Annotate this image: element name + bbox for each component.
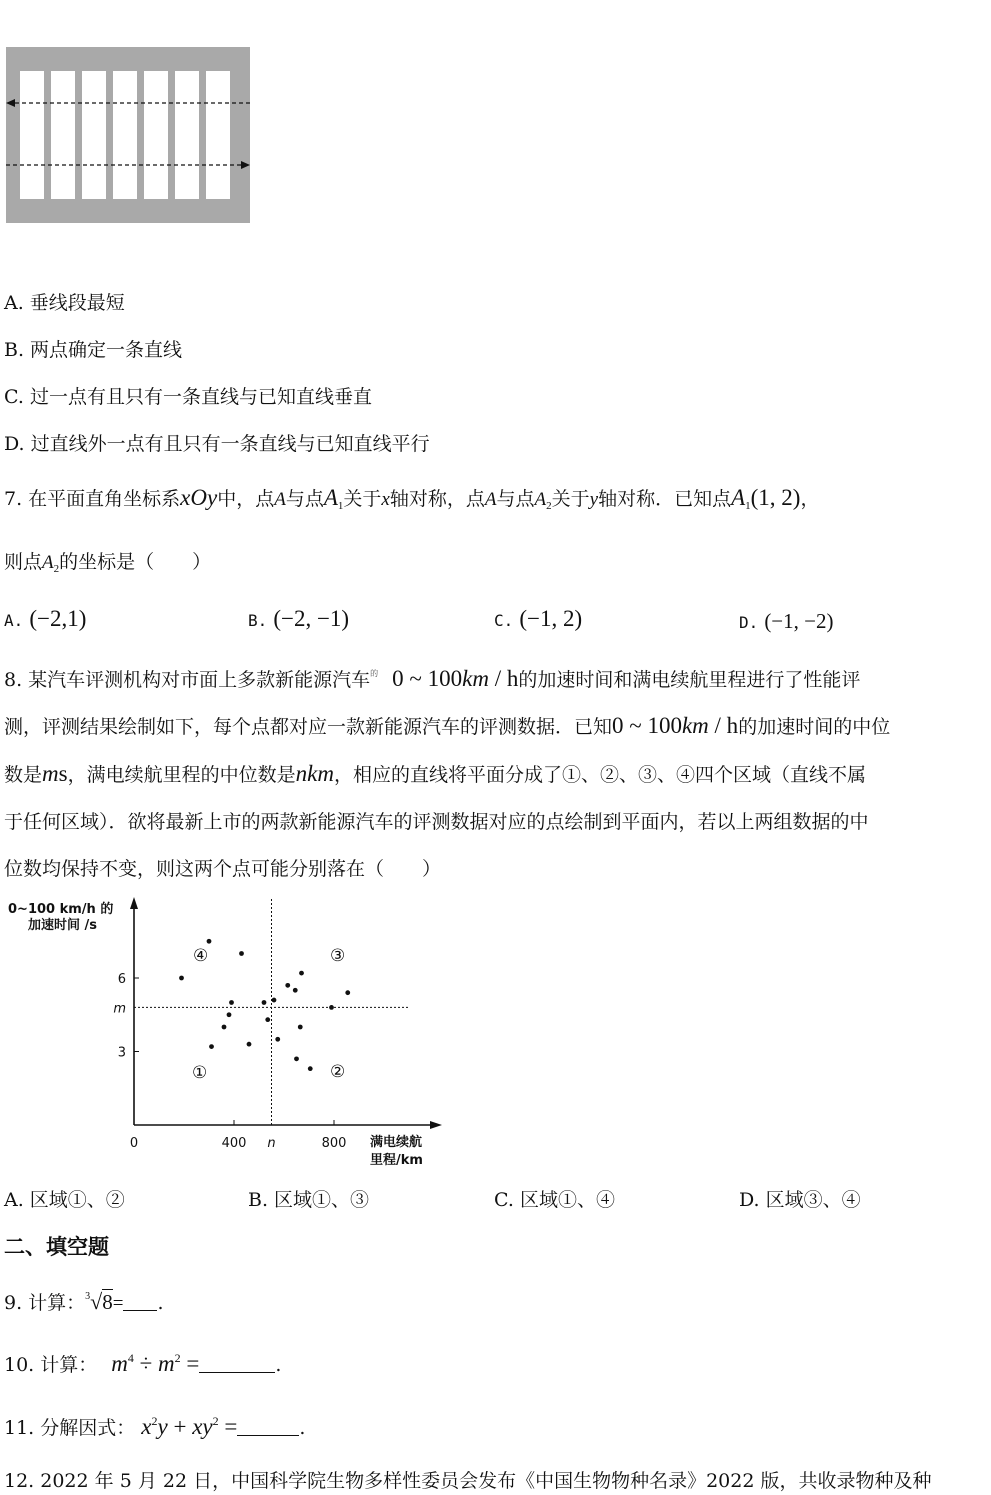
scatter-point-16 [294,1056,299,1061]
q7-stem-line1: 7. 在平面直角坐标系xOy中，点A与点$A_1$关于x轴对称，点A与点$A_2$关于y轴对称．已知点$A_1(1$, 2)， [4,485,820,512]
scatter-point-8 [262,1000,267,1005]
q7-option-b: B. (−2, −1) [248,606,350,631]
scatter-point-14 [299,971,304,976]
q7-stem-line2: 则点$A_2$的坐标是（ ） [4,551,212,575]
q8-option-a: A. 区域①、② [4,1189,125,1211]
q10: 10. 计算： $m^4 \div m^2$ = . [4,1351,282,1376]
scatter-point-1 [209,1044,214,1049]
y-tick-6: 6 [117,972,126,987]
region-2-label: ② [330,1062,346,1082]
y-axis-label-line2: 加速时间 /s [28,918,98,933]
scatter-point-17 [308,1066,313,1071]
q7-xoy: xOy [180,485,218,510]
x-axis-label-line1: 满电续航 [370,1135,423,1150]
q6-option-a: A. 垂线段最短 [4,292,125,314]
q9: 9. 计算：$^3$√8= . [4,1289,164,1314]
figure-white-strips [20,71,230,199]
y-axis-arrow [130,897,138,909]
x-tick-n: n [267,1136,276,1151]
y-axis-label-line1: 0~100 km/h 的 [8,902,114,917]
q7-option-d: D. (−1, −2) [739,609,834,633]
scatter-point-12 [285,983,290,988]
scatter-point-2 [207,939,212,944]
q8-option-c: C. 区域①、④ [494,1189,615,1211]
x-tick-800: 800 [321,1136,347,1151]
q8-option-b: B. 区域①、③ [248,1189,370,1211]
q8-stem-line3: 数是ms，满电续航里程的中位数是nkm，相应的直线将平面分成了①、②、③、④四个区域（直线不属 [4,761,866,786]
q8-stem-line1: 8. 某汽车评测机构对市面上多款新能源汽车$^的$ 0 ~ 100km / h的加速时间和满电续航里程进行了性能评 [4,666,861,691]
q6-option-c: C. 过一点有且只有一条直线与已知直线垂直 [4,386,372,408]
scatter-point-10 [272,998,277,1003]
q8-stem-line4: 于任何区域）．欲将最新上市的两款新能源汽车的评测数据对应的点绘制到平面内，若以上两组数据的中 [4,811,869,833]
scatter-point-3 [222,1025,227,1030]
q10-answer-blank[interactable] [199,1354,275,1373]
scatter-point-6 [239,951,244,956]
q8-option-d: D. 区域③、④ [739,1189,861,1211]
scatter-point-7 [247,1042,252,1047]
section-title-fill-in: 二、填空题 [4,1235,109,1259]
x-tick-0: 0 [129,1136,139,1151]
scatter-point-9 [265,1017,270,1022]
q12-stem-line1: 12. 2022 年 5 月 22 日，中国科学院生物多样性委员会发布《中国生物物种名录》2022 版，共收录物种及种 [4,1470,932,1492]
scatter-point-18 [329,1005,334,1010]
x-axis-label-line2: 里程/km [370,1153,423,1168]
q7-option-c: C. (−1, 2) [494,606,583,631]
scatter-point-0 [179,976,184,981]
q6-option-d: D. 过直线外一点有且只有一条直线与已知直线平行 [4,433,430,455]
q6-figure [6,47,250,223]
scatter-point-4 [229,1000,234,1005]
q11: 11. 分解因式： $x^2y + xy^2$ = . [4,1414,306,1439]
q8-stem-line2: 测，评测结果绘制如下，每个点都对应一款新能源汽车的评测数据．已知0 ~ 100km / h的加速时间的中位 [4,713,891,738]
scatter-point-11 [275,1037,280,1042]
scatter-point-5 [227,1012,232,1017]
x-axis-arrow [430,1121,442,1129]
y-tick-m: m [113,1001,126,1017]
x-tick-400: 400 [221,1136,247,1151]
y-tick-3: 3 [117,1045,126,1061]
region-4-label: ④ [193,946,209,966]
region-1-label: ① [192,1063,208,1083]
scatter-point-19 [345,990,350,995]
q7-num: 7. 在平面直角坐标系 [4,488,181,510]
scatter-point-15 [298,1025,303,1030]
region-3-label: ③ [330,946,346,966]
q11-answer-blank[interactable] [237,1417,299,1436]
q7-option-a: A. (−2,1) [4,606,87,631]
scatter-point-13 [293,988,298,993]
q6-option-b: B. 两点确定一条直线 [4,339,183,361]
q9-answer-blank[interactable] [123,1292,157,1311]
q8-scatter-chart [0,893,460,1173]
q8-stem-line5: 位数均保持不变，则这两个点可能分别落在（ ） [4,858,442,880]
